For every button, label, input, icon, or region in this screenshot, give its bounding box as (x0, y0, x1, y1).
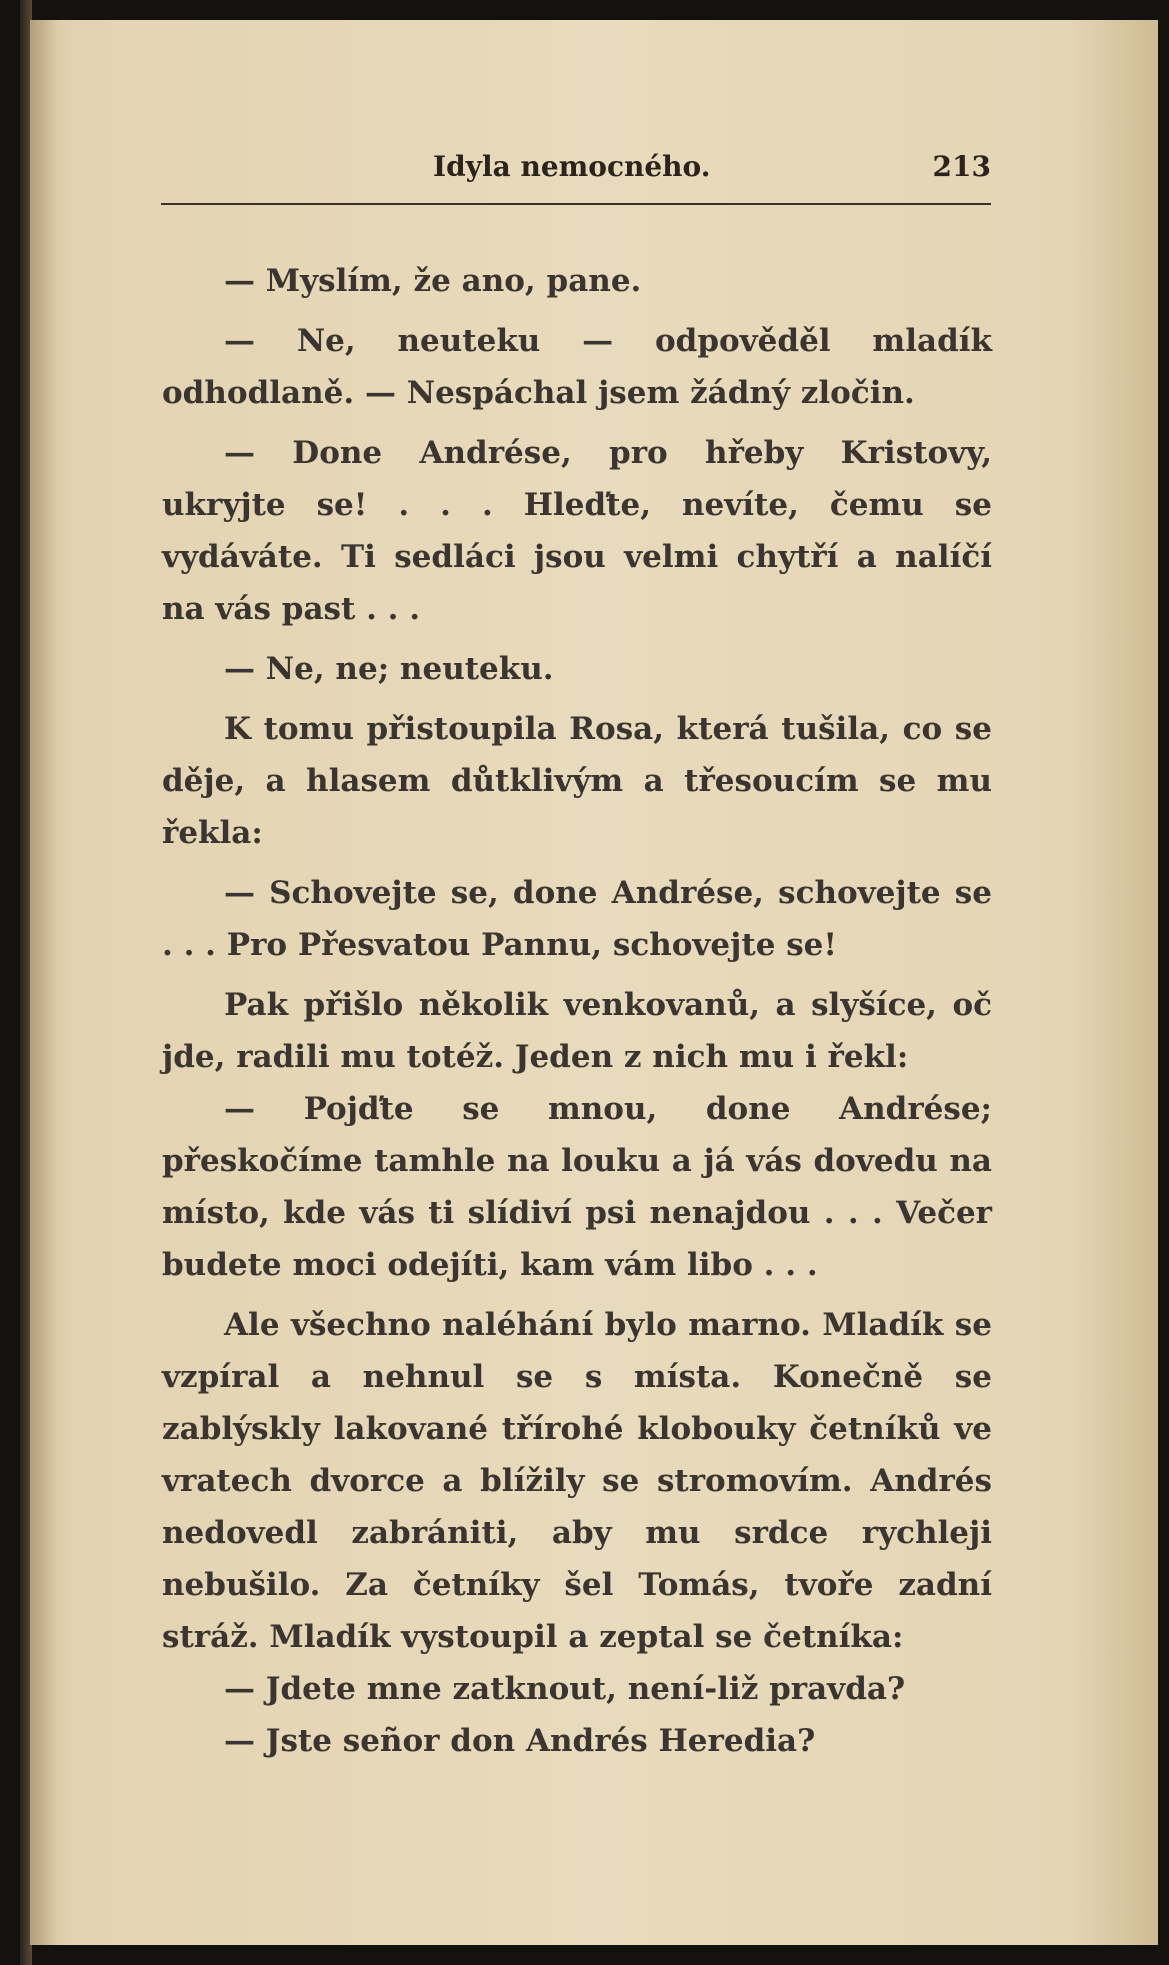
paragraph: — Jdete mne zatknout, není-liž pravda? (224, 1671, 906, 1707)
page-body (162, 255, 992, 1767)
paragraph: — Jste señor don Andrés Heredia? (224, 1723, 816, 1759)
paragraph: Pak přišlo několik venkovanů, a slyšíce, oč jde, radili mu totéž. Jeden z nich mu i řekl: (162, 987, 992, 1075)
paragraph: — Pojďte se mnou, done Andrése; přeskočíme tamhle na louku a já vás dovedu na místo, kde vás ti slídiví psi nenajdou . . . Večer budete moci odejíti, kam vám libo . . . (162, 1091, 992, 1283)
scan-right-edge (1157, 0, 1169, 1965)
paragraph: Ale všechno naléhání bylo marno. Mladík se vzpíral a nehnul se s místa. Konečně se zablýskly lakované třírohé klobouky četníků ve vratech dvorce a blížily se stromovím. Andrés nedovedl zabrániti, aby mu srdce rychleji nebušilo. Za četníky šel Tomás, tvoře zadní stráž. Mladík vystoupil a zeptal se četníka: (162, 1307, 992, 1655)
paragraph: K tomu přistoupila Rosa, která tušila, co se děje, a hlasem důtklivým a třesoucím se mu řekla: (162, 711, 992, 851)
paragraph: — Ne, neuteku — odpověděl mladík odhodlaně. — Nespáchal jsem žádný zločin. (162, 323, 992, 411)
paragraph: — Myslím, že ano, pane. (224, 263, 642, 299)
paragraph: — Schovejte se, done Andrése, schovejte se . . . Pro Přesvatou Pannu, schovejte se! (162, 875, 992, 963)
page-header (161, 150, 991, 188)
paragraph: — Done Andrése, pro hřeby Kristovy, ukryjte se! . . . Hleďte, nevíte, čemu se vydáváte. Ti sedláci jsou velmi chytří a nalíčí na vás past . . . (162, 435, 992, 627)
page-number: 213 (932, 150, 991, 183)
running-title: Idyla nemocného. (433, 150, 711, 183)
header-rule (161, 203, 991, 205)
paragraph: — Ne, ne; neuteku. (224, 651, 554, 687)
